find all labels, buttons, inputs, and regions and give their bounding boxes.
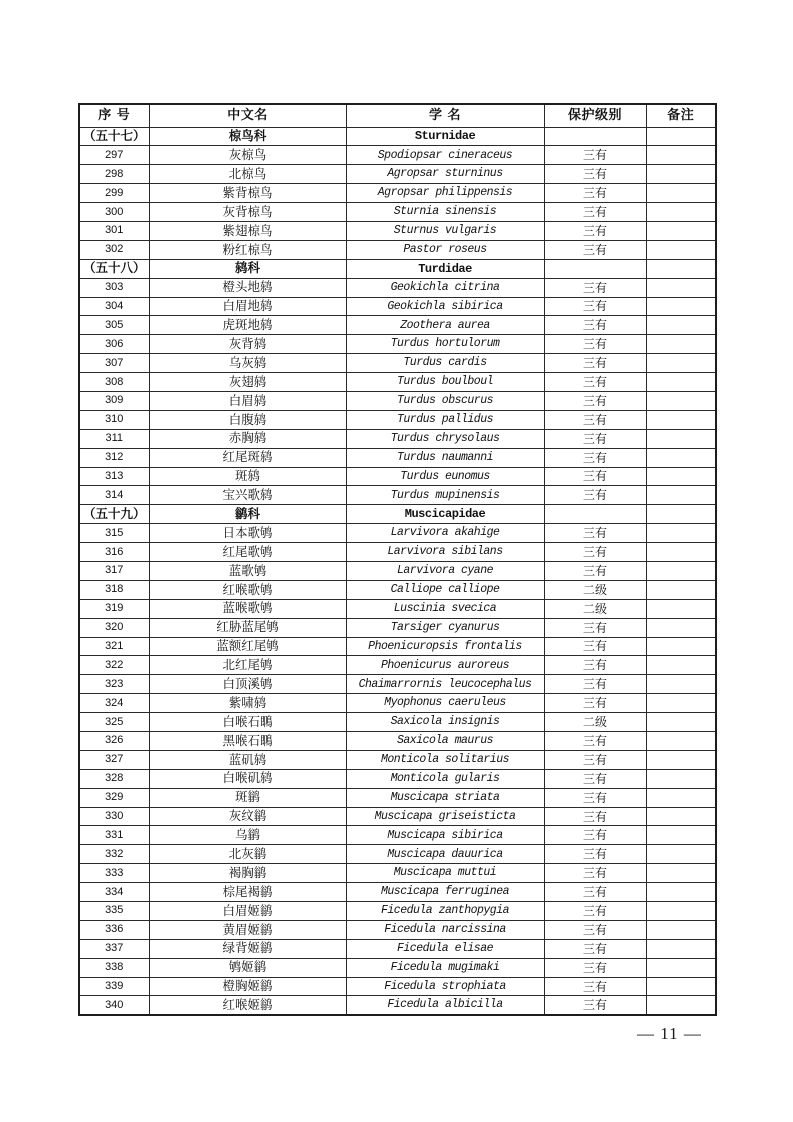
species-row [79,561,716,580]
remarks-cell [646,127,716,146]
family-row [79,127,716,146]
scientific-name-cell: Phoenicuropsis frontalis [346,637,544,656]
page-footer: — 11 — [637,1024,702,1043]
remarks-cell [646,977,716,996]
species-row [79,373,716,392]
family-row [79,505,716,524]
protection-level-cell: 三有 [544,845,646,864]
scientific-name-cell: Turdus hortulorum [346,335,544,354]
scientific-name-cell: Turdus cardis [346,354,544,373]
species-row [79,391,716,410]
species-row [79,845,716,864]
serial-number-cell: 312 [79,448,149,467]
protection-level-cell: 三有 [544,883,646,902]
serial-number-cell: 309 [79,391,149,410]
scientific-name-cell: Larvivora akahige [346,524,544,543]
remarks-cell [646,996,716,1015]
remarks-cell [646,467,716,486]
remarks-cell [646,165,716,184]
species-table-body [79,127,716,1015]
protection-level-cell: 二级 [544,580,646,599]
remarks-cell [646,297,716,316]
chinese-name-cell: 白喉矶鸫 [149,769,346,788]
species-row [79,920,716,939]
scientific-name-cell: Pastor roseus [346,240,544,259]
chinese-name-cell: 棕尾褐鹟 [149,883,346,902]
chinese-name-cell: 黑喉石䳭 [149,732,346,751]
header-chinese-name: 中文名 [149,104,346,127]
scientific-name-cell: Muscicapa striata [346,788,544,807]
serial-number-cell: 321 [79,637,149,656]
protection-level-cell: 三有 [544,561,646,580]
chinese-name-cell: 北椋鸟 [149,165,346,184]
scientific-name-cell: Calliope calliope [346,580,544,599]
protection-level-cell: 三有 [544,391,646,410]
remarks-cell [646,807,716,826]
remarks-cell [646,713,716,732]
species-row [79,750,716,769]
protection-level-cell: 三有 [544,486,646,505]
protection-level-cell: 三有 [544,429,646,448]
protection-level-cell: 三有 [544,864,646,883]
serial-number-cell: 303 [79,278,149,297]
serial-number-cell: 328 [79,769,149,788]
protection-level-cell: 三有 [544,826,646,845]
chinese-name-cell: 灰背椋鸟 [149,203,346,222]
species-row [79,221,716,240]
serial-number-cell: 332 [79,845,149,864]
serial-number-cell: 323 [79,675,149,694]
species-row [79,486,716,505]
serial-number-cell: 308 [79,373,149,392]
protection-level-cell [544,127,646,146]
remarks-cell [646,429,716,448]
serial-number-cell: 322 [79,656,149,675]
serial-number-cell: 307 [79,354,149,373]
serial-number-cell: （五十八） [79,259,149,278]
remarks-cell [646,505,716,524]
chinese-name-cell: 蓝额红尾鸲 [149,637,346,656]
chinese-name-cell: 斑鸫 [149,467,346,486]
scientific-name-cell: Ficedula narcissina [346,920,544,939]
remarks-cell [646,278,716,297]
protection-level-cell: 三有 [544,146,646,165]
protection-level-cell: 三有 [544,996,646,1015]
chinese-name-cell: 紫啸鸫 [149,694,346,713]
chinese-name-cell: 橙胸姬鹟 [149,977,346,996]
serial-number-cell: 334 [79,883,149,902]
serial-number-cell: 318 [79,580,149,599]
remarks-cell [646,221,716,240]
scientific-name-cell: Ficedula elisae [346,939,544,958]
chinese-name-cell: 白腹鸫 [149,410,346,429]
remarks-cell [646,883,716,902]
species-row [79,883,716,902]
protection-level-cell: 三有 [544,316,646,335]
chinese-name-cell: 鹟科 [149,505,346,524]
protection-level-cell: 三有 [544,467,646,486]
header-remarks: 备注 [646,104,716,127]
protection-level-cell: 三有 [544,543,646,562]
remarks-cell [646,769,716,788]
species-row [79,184,716,203]
remarks-cell [646,391,716,410]
protection-level-cell [544,505,646,524]
serial-number-cell: 338 [79,958,149,977]
scientific-name-cell: Muscicapa dauurica [346,845,544,864]
serial-number-cell: 298 [79,165,149,184]
species-row [79,996,716,1015]
scientific-name-cell: Ficedula mugimaki [346,958,544,977]
protection-level-cell: 三有 [544,750,646,769]
remarks-cell [646,750,716,769]
chinese-name-cell: 橙头地鸫 [149,278,346,297]
remarks-cell [646,410,716,429]
protection-level-cell: 三有 [544,675,646,694]
scientific-name-cell: Ficedula strophiata [346,977,544,996]
protection-level-cell [544,259,646,278]
protection-level-cell: 三有 [544,278,646,297]
serial-number-cell: 305 [79,316,149,335]
protection-level-cell: 二级 [544,713,646,732]
scientific-name-cell: Phoenicurus auroreus [346,656,544,675]
chinese-name-cell: 黄眉姬鹟 [149,920,346,939]
chinese-name-cell: 褐胸鹟 [149,864,346,883]
serial-number-cell: 299 [79,184,149,203]
remarks-cell [646,486,716,505]
species-row [79,146,716,165]
species-row [79,675,716,694]
serial-number-cell: 306 [79,335,149,354]
scientific-name-cell: Ficedula albicilla [346,996,544,1015]
species-row [79,618,716,637]
species-row [79,448,716,467]
scientific-name-cell: Spodiopsar cineraceus [346,146,544,165]
species-row [79,278,716,297]
species-row [79,316,716,335]
serial-number-cell: 314 [79,486,149,505]
protection-level-cell: 三有 [544,732,646,751]
scientific-name-cell: Saxicola insignis [346,713,544,732]
chinese-name-cell: 乌鹟 [149,826,346,845]
remarks-cell [646,826,716,845]
serial-number-cell: 297 [79,146,149,165]
header-protection-level: 保护级别 [544,104,646,127]
scientific-name-cell: Agropsar philippensis [346,184,544,203]
scientific-name-cell: Geokichla sibirica [346,297,544,316]
scientific-name-cell: Sturnia sinensis [346,203,544,222]
species-row [79,694,716,713]
species-row [79,354,716,373]
chinese-name-cell: 白喉石䳭 [149,713,346,732]
scientific-name-cell: Turdus mupinensis [346,486,544,505]
chinese-name-cell: 红尾斑鸫 [149,448,346,467]
species-row [79,599,716,618]
header-scientific-name: 学 名 [346,104,544,127]
scientific-name-cell: Saxicola maurus [346,732,544,751]
serial-number-cell: 319 [79,599,149,618]
serial-number-cell: 340 [79,996,149,1015]
remarks-cell [646,561,716,580]
protection-level-cell: 三有 [544,656,646,675]
chinese-name-cell: 白眉地鸫 [149,297,346,316]
serial-number-cell: 316 [79,543,149,562]
scientific-name-cell: Geokichla citrina [346,278,544,297]
chinese-name-cell: 灰椋鸟 [149,146,346,165]
chinese-name-cell: 斑鹟 [149,788,346,807]
serial-number-cell: 326 [79,732,149,751]
species-row [79,788,716,807]
chinese-name-cell: 紫背椋鸟 [149,184,346,203]
species-row [79,656,716,675]
scientific-name-cell: Ficedula zanthopygia [346,902,544,921]
chinese-name-cell: 灰纹鹟 [149,807,346,826]
species-row [79,958,716,977]
chinese-name-cell: 蓝喉歌鸲 [149,599,346,618]
serial-number-cell: 329 [79,788,149,807]
remarks-cell [646,203,716,222]
remarks-cell [646,656,716,675]
scientific-name-cell: Sturnus vulgaris [346,221,544,240]
protection-level-cell: 三有 [544,297,646,316]
chinese-name-cell: 北灰鹟 [149,845,346,864]
protection-level-cell: 三有 [544,203,646,222]
scientific-name-cell: Muscicapidae [346,505,544,524]
chinese-name-cell: 红胁蓝尾鸲 [149,618,346,637]
species-row [79,335,716,354]
table-header [79,104,716,127]
remarks-cell [646,732,716,751]
scientific-name-cell: Monticola solitarius [346,750,544,769]
species-row [79,467,716,486]
protection-level-cell: 二级 [544,599,646,618]
protection-level-cell: 三有 [544,694,646,713]
species-row [79,297,716,316]
serial-number-cell: 302 [79,240,149,259]
remarks-cell [646,618,716,637]
serial-number-cell: 310 [79,410,149,429]
serial-number-cell: （五十九） [79,505,149,524]
serial-number-cell: 327 [79,750,149,769]
chinese-name-cell: 灰翅鸫 [149,373,346,392]
remarks-cell [646,354,716,373]
protection-level-cell: 三有 [544,354,646,373]
chinese-name-cell: 白眉姬鹟 [149,902,346,921]
species-row [79,939,716,958]
species-row [79,240,716,259]
species-row [79,410,716,429]
species-table [78,103,717,1016]
protection-level-cell: 三有 [544,221,646,240]
remarks-cell [646,939,716,958]
serial-number-cell: 324 [79,694,149,713]
species-row [79,429,716,448]
remarks-cell [646,675,716,694]
remarks-cell [646,543,716,562]
scientific-name-cell: Muscicapa sibirica [346,826,544,845]
serial-number-cell: 315 [79,524,149,543]
remarks-cell [646,864,716,883]
scientific-name-cell: Muscicapa griseisticta [346,807,544,826]
family-row [79,259,716,278]
chinese-name-cell: 宝兴歌鸫 [149,486,346,505]
species-row [79,713,716,732]
protection-level-cell: 三有 [544,977,646,996]
serial-number-cell: （五十七） [79,127,149,146]
species-row [79,580,716,599]
serial-number-cell: 337 [79,939,149,958]
serial-number-cell: 336 [79,920,149,939]
remarks-cell [646,845,716,864]
protection-level-cell: 三有 [544,807,646,826]
species-row [79,543,716,562]
protection-level-cell: 三有 [544,240,646,259]
remarks-cell [646,240,716,259]
serial-number-cell: 304 [79,297,149,316]
species-row [79,864,716,883]
chinese-name-cell: 紫翅椋鸟 [149,221,346,240]
chinese-name-cell: 鸲姬鹟 [149,958,346,977]
scientific-name-cell: Tarsiger cyanurus [346,618,544,637]
remarks-cell [646,637,716,656]
serial-number-cell: 311 [79,429,149,448]
serial-number-cell: 325 [79,713,149,732]
chinese-name-cell: 红尾歌鸲 [149,543,346,562]
protection-level-cell: 三有 [544,524,646,543]
protection-level-cell: 三有 [544,410,646,429]
species-row [79,637,716,656]
serial-number-cell: 330 [79,807,149,826]
chinese-name-cell: 赤胸鸫 [149,429,346,448]
protection-level-cell: 三有 [544,920,646,939]
serial-number-cell: 320 [79,618,149,637]
remarks-cell [646,920,716,939]
protection-level-cell: 三有 [544,373,646,392]
chinese-name-cell: 椋鸟科 [149,127,346,146]
serial-number-cell: 335 [79,902,149,921]
scientific-name-cell: Agropsar sturninus [346,165,544,184]
remarks-cell [646,448,716,467]
chinese-name-cell: 灰背鸫 [149,335,346,354]
scientific-name-cell: Muscicapa muttui [346,864,544,883]
remarks-cell [646,599,716,618]
protection-level-cell: 三有 [544,958,646,977]
protection-level-cell: 三有 [544,637,646,656]
chinese-name-cell: 蓝矶鸫 [149,750,346,769]
remarks-cell [646,580,716,599]
scientific-name-cell: Turdus naumanni [346,448,544,467]
remarks-cell [646,788,716,807]
chinese-name-cell: 乌灰鸫 [149,354,346,373]
scientific-name-cell: Monticola gularis [346,769,544,788]
remarks-cell [646,902,716,921]
header-row [79,104,716,127]
protection-level-cell: 三有 [544,165,646,184]
chinese-name-cell: 粉红椋鸟 [149,240,346,259]
scientific-name-cell: Larvivora sibilans [346,543,544,562]
scientific-name-cell: Larvivora cyane [346,561,544,580]
scientific-name-cell: Turdus pallidus [346,410,544,429]
chinese-name-cell: 白眉鸫 [149,391,346,410]
chinese-name-cell: 蓝歌鸲 [149,561,346,580]
scientific-name-cell: Sturnidae [346,127,544,146]
scientific-name-cell: Turdus eunomus [346,467,544,486]
protection-level-cell: 三有 [544,939,646,958]
scientific-name-cell: Myophonus caeruleus [346,694,544,713]
chinese-name-cell: 北红尾鸲 [149,656,346,675]
chinese-name-cell: 红喉歌鸲 [149,580,346,599]
remarks-cell [646,146,716,165]
species-row [79,902,716,921]
remarks-cell [646,259,716,278]
header-serial-number: 序 号 [79,104,149,127]
scientific-name-cell: Luscinia svecica [346,599,544,618]
species-row [79,769,716,788]
chinese-name-cell: 鸫科 [149,259,346,278]
species-row [79,524,716,543]
protection-level-cell: 三有 [544,769,646,788]
remarks-cell [646,184,716,203]
protection-level-cell: 三有 [544,618,646,637]
remarks-cell [646,335,716,354]
scientific-name-cell: Turdus chrysolaus [346,429,544,448]
species-row [79,165,716,184]
scientific-name-cell: Turdidae [346,259,544,278]
serial-number-cell: 317 [79,561,149,580]
species-row [79,203,716,222]
remarks-cell [646,373,716,392]
remarks-cell [646,958,716,977]
chinese-name-cell: 白顶溪鸲 [149,675,346,694]
species-row [79,807,716,826]
protection-level-cell: 三有 [544,184,646,203]
species-row [79,826,716,845]
chinese-name-cell: 绿背姬鹟 [149,939,346,958]
remarks-cell [646,316,716,335]
chinese-name-cell: 日本歌鸲 [149,524,346,543]
scientific-name-cell: Muscicapa ferruginea [346,883,544,902]
species-row [79,732,716,751]
serial-number-cell: 301 [79,221,149,240]
serial-number-cell: 333 [79,864,149,883]
chinese-name-cell: 虎斑地鸫 [149,316,346,335]
scientific-name-cell: Turdus obscurus [346,391,544,410]
remarks-cell [646,694,716,713]
remarks-cell [646,524,716,543]
scientific-name-cell: Chaimarrornis leucocephalus [346,675,544,694]
species-row [79,977,716,996]
protection-level-cell: 三有 [544,788,646,807]
serial-number-cell: 331 [79,826,149,845]
scientific-name-cell: Turdus boulboul [346,373,544,392]
protection-level-cell: 三有 [544,448,646,467]
serial-number-cell: 339 [79,977,149,996]
scientific-name-cell: Zoothera aurea [346,316,544,335]
chinese-name-cell: 红喉姬鹟 [149,996,346,1015]
serial-number-cell: 313 [79,467,149,486]
protection-level-cell: 三有 [544,335,646,354]
protection-level-cell: 三有 [544,902,646,921]
serial-number-cell: 300 [79,203,149,222]
